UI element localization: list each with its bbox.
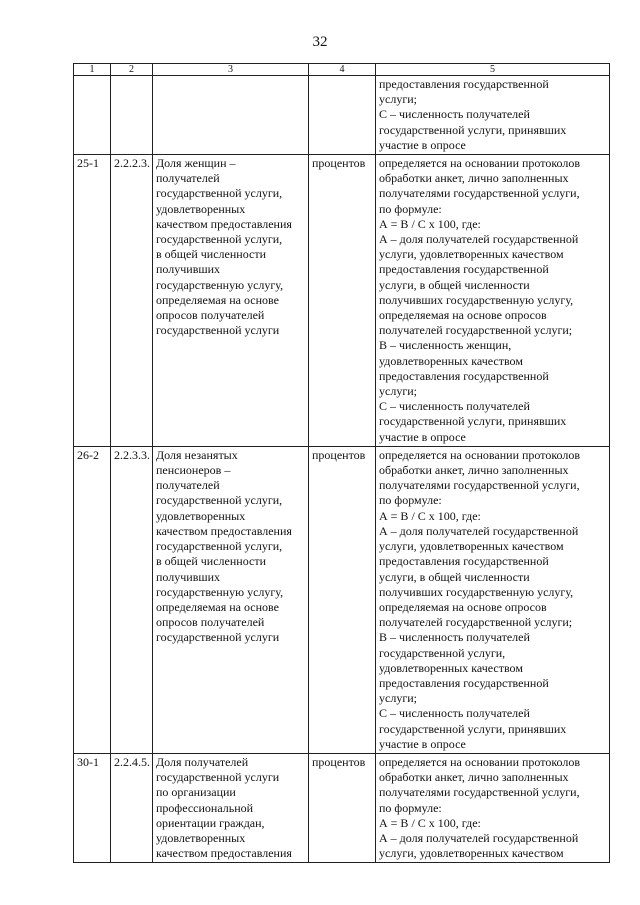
cell-unit	[309, 76, 376, 155]
table-header-row	[74, 64, 610, 76]
table-row-continuation	[74, 76, 610, 155]
cell-unit: процентов	[309, 753, 376, 862]
column-header: 2	[111, 64, 153, 76]
table-row	[74, 753, 610, 862]
cell-num: 30-1	[74, 753, 111, 862]
cell-unit: процентов	[309, 446, 376, 753]
table-row	[74, 155, 610, 447]
cell-name: Доля получателей государственной услуги по организации профессиональной ориентации граждан, удовлетворенных качеством предоставления	[153, 753, 309, 862]
cell-method: предоставления государственной услуги; С – численность получателей государственной услуги, принявших участие в опросе	[376, 76, 610, 155]
cell-method: определяется на основании протоколов обработки анкет, лично заполненных получателями государственной услуги, по формуле: А = В / С х 100, где: А – доля получателей государственной услуги, удовлетворенных качеством предоставления государственной услуги, в общей численности получивших государственную услугу, определяемая на основе опросов получателей государственной услуги; В – численность женщин, удовлетворенных качеством предоставления государственной услуги; С – численность получателей государственной услуги, принявших участие в опросе	[376, 155, 610, 447]
cell-code	[111, 76, 153, 155]
column-header: 5	[376, 64, 610, 76]
cell-num	[74, 76, 111, 155]
column-header: 4	[309, 64, 376, 76]
page-number: 32	[312, 34, 328, 50]
indicators-table	[73, 63, 610, 863]
cell-name	[153, 76, 309, 155]
cell-code: 2.2.4.5.	[111, 753, 153, 862]
cell-unit: процентов	[309, 155, 376, 447]
cell-method: определяется на основании протоколов обработки анкет, лично заполненных получателями государственной услуги, по формуле: А = В / С х 100, где: А – доля получателей государственной услуги, удовлетворенных качеством предоставления государственной услуги, в общей численности получивших государственную услугу, определяемая на основе опросов получателей государственной услуги; В – численность получателей государственной услуги, удовлетворенных качеством предоставления государственной услуги; С – численность получателей государственной услуги, принявших участие в опросе	[376, 446, 610, 753]
cell-code: 2.2.3.3.	[111, 446, 153, 753]
cell-code: 2.2.2.3.	[111, 155, 153, 447]
cell-num: 26-2	[74, 446, 111, 753]
column-header: 3	[153, 64, 309, 76]
cell-method: определяется на основании протоколов обработки анкет, лично заполненных получателями государственной услуги, по формуле: А = В / С х 100, где: А – доля получателей государственной услуги, удовлетворенных качеством	[376, 753, 610, 862]
cell-name: Доля женщин – получателей государственной услуги, удовлетворенных качеством предоставления государственной услуги, в общей численности получивших государственную услугу, определяемая на основе опросов получателей государственной услуги	[153, 155, 309, 447]
column-header: 1	[74, 64, 111, 76]
table-row	[74, 446, 610, 753]
cell-name: Доля незанятых пенсионеров – получателей государственной услуги, удовлетворенных качеством предоставления государственной услуги, в общей численности получивших государственную услугу, определяемая на основе опросов получателей государственной услуги	[153, 446, 309, 753]
cell-num: 25-1	[74, 155, 111, 447]
